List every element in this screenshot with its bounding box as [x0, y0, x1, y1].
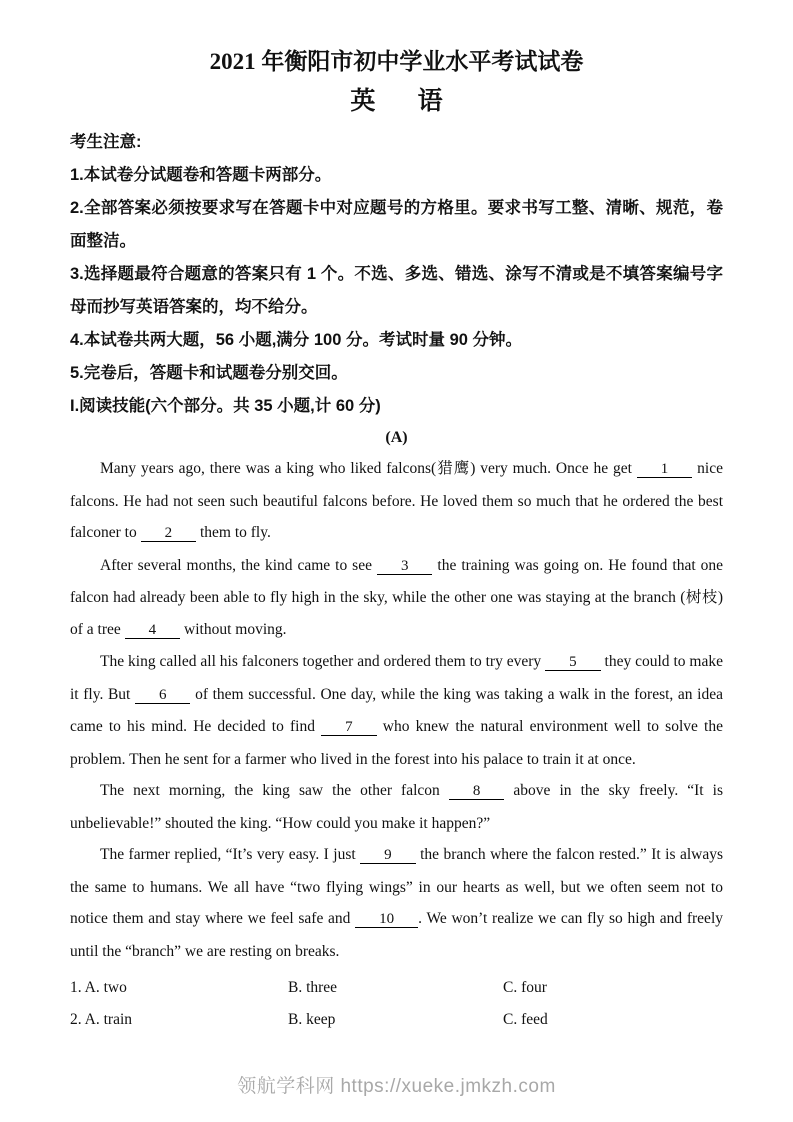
passage-paragraph-1	[70, 453, 723, 550]
blank-10: 10	[355, 911, 418, 928]
option-cell-q2-a	[70, 1004, 288, 1036]
option-cell-q2-b	[288, 1004, 503, 1036]
passage-paragraph-4	[70, 775, 723, 839]
passage-text: of them successful. One day, while the king was taking a walk in the forest, an idea came to his mind. He decided to find	[70, 685, 723, 735]
passage-text: The next morning, the king saw the other falcon	[100, 782, 449, 799]
blank-7: 7	[321, 719, 377, 736]
option-cell-q2-c	[503, 1004, 723, 1036]
notice-label: 考生注意:	[70, 133, 142, 151]
question-row-2	[70, 1004, 723, 1036]
passage-paragraph-3	[70, 646, 723, 775]
option-b-label: B. keep	[288, 1010, 336, 1028]
passage-paragraph-5	[70, 839, 723, 967]
part-label: (A)	[385, 429, 408, 446]
watermark: 领航学科网 https://xueke.jmkzh.com	[237, 1076, 556, 1097]
passage-text: The king called all his falconers together and ordered them to try every	[100, 653, 546, 670]
passage-text: . We won’t realize we can fly so high and freely until the “branch” we are resting on breaks.	[70, 910, 723, 960]
blank-6: 6	[135, 687, 191, 704]
passage-text: without moving.	[180, 620, 287, 638]
passage-text: the branch where the falcon rested.” It is always the same to humans. We all have “two flying wings” in our hearts as well, but we often seem not to notice them and stay where we feel safe and	[70, 846, 723, 927]
option-cell-q1-c	[503, 972, 723, 1004]
passage-text: nice falcons. He had not seen such beautiful falcons before. He loved them so much that he ordered the best falconer to	[70, 460, 723, 541]
option-a-label: A. train	[84, 1010, 133, 1028]
passage-text: The farmer replied, “It’s very easy. I just	[100, 846, 361, 863]
passage-text: the training was going on. He found that one falcon had already been able to fly high in the sky, while the other one was staying at the branch (树枝) of a tree	[70, 556, 723, 638]
blank-2: 2	[141, 525, 197, 542]
blank-4: 4	[125, 622, 181, 639]
option-cell-q1-a	[70, 972, 288, 1004]
passage-text: them to fly.	[196, 524, 271, 541]
blank-1: 1	[637, 461, 693, 478]
notice-item-3: 3.选择题最符合题意的答案只有 1 个。不选、多选、错选、涂写不清或是不填答案编号字母而抄写英语答案的，均不给分。	[70, 265, 723, 316]
notice-item-5: 5.完卷后，答题卡和试题卷分别交回。	[70, 364, 348, 382]
passage-text: After several months, the kind came to see	[100, 556, 377, 574]
paper-title: 2021 年衡阳市初中学业水平考试试卷	[209, 49, 584, 74]
passage-text: who knew the natural environment well to solve the problem. Then he sent for a farmer who lived in the forest into his palace to train it at once.	[70, 718, 723, 768]
option-b-label: B. three	[288, 979, 338, 996]
passage-text: above in the sky freely. “It is unbelievable!” shouted the king. “How could you make it happen?”	[70, 782, 723, 832]
blank-9: 9	[360, 847, 416, 864]
notice-item-4: 4.本试卷共两大题，56 小题,满分 100 分。考试时量 90 分钟。	[70, 331, 523, 349]
notice-item-2: 2.全部答案必须按要求写在答题卡中对应题号的方格里。要求书写工整、清晰、规范，卷面整洁。	[70, 199, 723, 250]
blank-3: 3	[377, 558, 433, 575]
section-heading: I.阅读技能(六个部分。共 35 小题,计 60 分)	[70, 397, 381, 415]
subject-title: 英 语	[350, 88, 443, 115]
passage-paragraph-2	[70, 550, 723, 647]
question-number: 2.	[70, 1010, 82, 1028]
notice-section	[70, 126, 723, 390]
blank-5: 5	[545, 654, 601, 671]
option-c-label: C. feed	[503, 1010, 548, 1028]
question-options	[70, 972, 723, 1035]
passage-text: Many years ago, there was a king who liked falcons(猎鹰) very much. Once he get	[100, 460, 637, 477]
reading-passage	[70, 453, 723, 967]
passage-text: they could to make it fly. But	[70, 653, 723, 703]
option-c-label: C. four	[503, 979, 547, 996]
question-number: 1.	[70, 979, 82, 996]
option-a-label: A. two	[84, 979, 127, 996]
question-row-1	[70, 972, 723, 1004]
option-cell-q1-b	[288, 972, 503, 1004]
notice-item-1: 1.本试卷分试题卷和答题卡两部分。	[70, 166, 332, 184]
blank-8: 8	[449, 783, 505, 800]
